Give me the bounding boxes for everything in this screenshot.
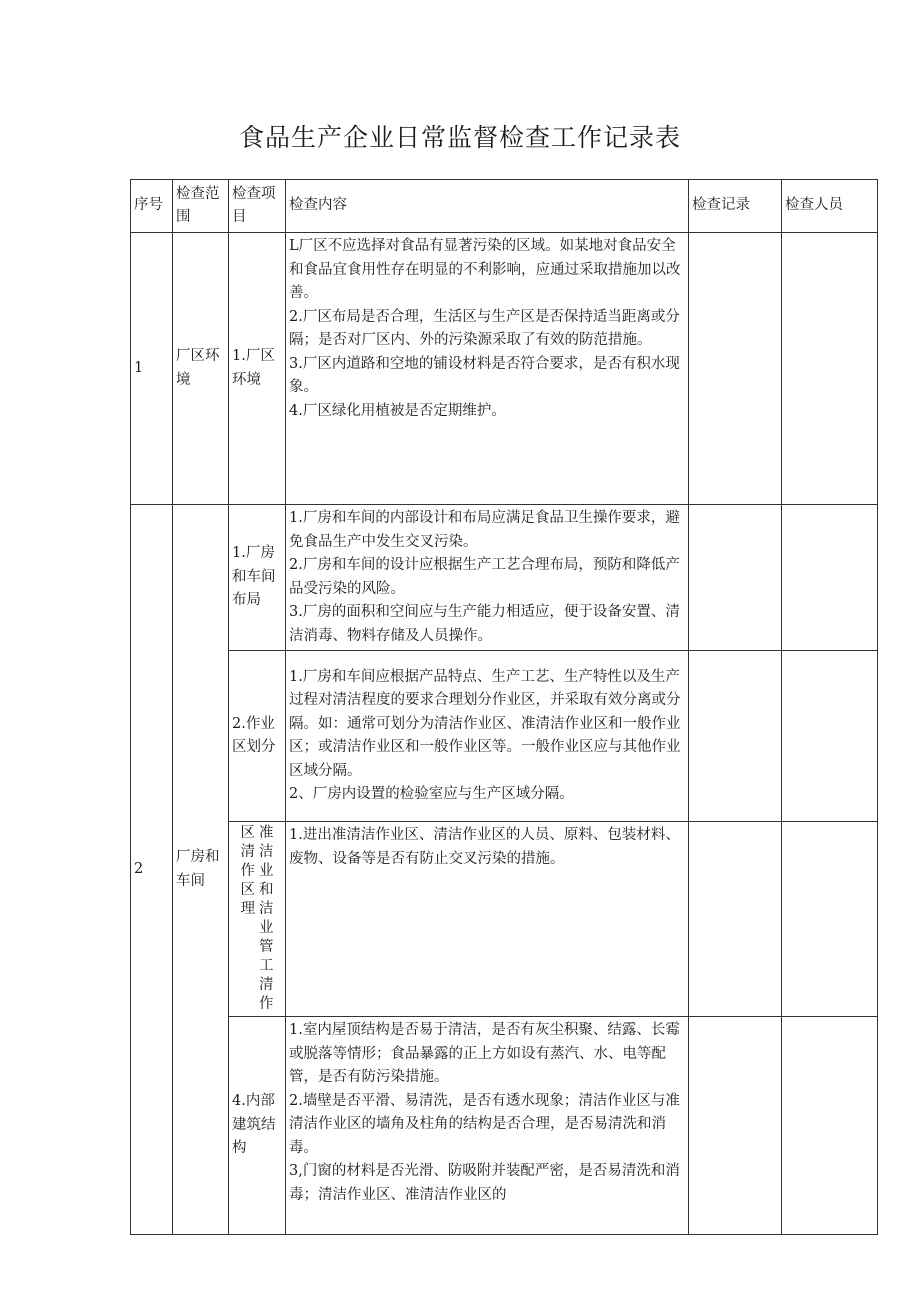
item-cell-vertical <box>229 822 286 1017</box>
content-line: 2.厂房和车间的设计应根据生产工艺合理布局，预防和降低产品受污染的风险。 <box>289 557 680 597</box>
vertical-char: 工 <box>259 958 274 974</box>
header-scope: 检查范围 <box>173 180 229 233</box>
item-cell: 4.内部建筑结构 <box>229 1017 286 1235</box>
header-record: 检查记录 <box>689 180 782 233</box>
record-cell[interactable] <box>689 651 782 822</box>
vertical-char: 洁 <box>259 901 274 917</box>
header-inspector: 检查人员 <box>782 180 878 233</box>
header-item: 检查项目 <box>229 180 286 233</box>
content-line: 2、厂房内设置的检验室应与生产区域分隔。 <box>289 786 574 802</box>
vertical-text-right <box>259 824 274 1014</box>
vertical-char: 区 <box>240 882 255 898</box>
seq-cell: 2 <box>131 505 173 1235</box>
vertical-char: 理 <box>240 901 255 917</box>
vertical-char: 区 <box>240 825 255 841</box>
item-cell: 1.厂房和车间布局 <box>229 505 286 651</box>
item-cell: 1.厂区环境 <box>229 233 286 505</box>
vertical-char: 准 <box>259 825 274 841</box>
vertical-char: 管 <box>259 939 274 955</box>
vertical-char: 和 <box>259 882 274 898</box>
vertical-char: 业 <box>259 920 274 936</box>
scope-cell: 厂区环境 <box>173 233 229 505</box>
table-header-row <box>131 180 878 233</box>
content-cell <box>286 233 689 505</box>
content-line: 2.墙壁是否平滑、易清洗，是否有透水现象；清洁作业区与准清洁作业区的墙角及柱角的结构是否合理，是否易清洗和消毒。 <box>289 1092 680 1156</box>
seq-cell: 1 <box>131 233 173 505</box>
record-cell[interactable] <box>689 505 782 651</box>
record-cell[interactable] <box>689 233 782 505</box>
vertical-text-left <box>241 824 256 1014</box>
content-cell <box>286 1017 689 1235</box>
inspector-cell[interactable] <box>782 822 878 1017</box>
vertical-char: 作 <box>259 996 274 1012</box>
record-cell[interactable] <box>689 1017 782 1235</box>
page-title: 食品生产企业日常监督检查工作记录表 <box>238 123 681 152</box>
inspector-cell[interactable] <box>782 233 878 505</box>
content-line: 1.室内屋顶结构是否易于清洁，是否有灰尘积聚、结露、长霉或脱落等情形；食品暴露的正上方如设有蒸汽、水、电等配管，是否有防污染措施。 <box>289 1022 680 1085</box>
record-cell[interactable] <box>689 822 782 1017</box>
content-cell <box>286 651 689 822</box>
content-line: 1.厂房和车间的内部设计和布局应满足食品卫生操作要求，避免食品生产中发生交叉污染。 <box>289 510 680 550</box>
table-row <box>131 651 878 822</box>
header-seq: 序号 <box>131 180 173 233</box>
vertical-char: 作 <box>240 863 255 879</box>
item-cell: 2.作业区划分 <box>229 651 286 822</box>
vertical-char: 清 <box>259 977 274 993</box>
scope-cell: 厂房和车间 <box>173 505 229 1235</box>
table-row <box>131 1017 878 1235</box>
inspector-cell[interactable] <box>782 505 878 651</box>
content-cell <box>286 822 689 1017</box>
content-cell <box>286 505 689 651</box>
content-line: 2.厂区布局是否合理，生活区与生产区是否保持适当距离或分隔；是否对厂区内、外的污染源采取了有效的防范措施。 <box>289 308 680 348</box>
inspector-cell[interactable] <box>782 1017 878 1235</box>
vertical-char: 洁 <box>259 844 274 860</box>
content-line: L厂区不应选择对食品有显著污染的区域。如某地对食品安全和食品宜食用性存在明显的不利影响，应通过采取措施加以改善。 <box>289 238 681 301</box>
vertical-char: 清 <box>240 844 255 860</box>
content-line: 3.厂区内道路和空地的铺设材料是否符合要求，是否有积水现象。 <box>289 355 680 395</box>
table-row <box>131 233 878 505</box>
content-line: 3,门窗的材料是否光滑、防吸附并装配严密，是否易清洗和消毒；清洁作业区、准清洁作业区的 <box>289 1163 680 1203</box>
inspection-record-table <box>130 179 878 1235</box>
content-line: 1.进出准清洁作业区、清洁作业区的人员、原料、包装材料、废物、设备等是否有防止交叉污染的措施。 <box>289 827 680 867</box>
vertical-char: 业 <box>259 863 274 879</box>
table-row <box>131 505 878 651</box>
table-row <box>131 822 878 1017</box>
header-content: 检查内容 <box>286 180 689 233</box>
content-line: 3.厂房的面积和空间应与生产能力相适应，便于设备安置、清洁消毒、物料存储及人员操作。 <box>289 604 680 644</box>
content-line: 1.厂房和车间应根据产品特点、生产工艺、生产特性以及生产过程对清洁程度的要求合理划分作业区，并采取有效分离或分隔。如：通常可划分为清洁作业区、准清洁作业区和一般作业区；或清洁作业区和一般作业区等。一般作业区应与其他作业区域分隔。 <box>289 668 681 779</box>
content-line: 4.厂区绿化用植被是否定期维护。 <box>289 402 506 419</box>
inspector-cell[interactable] <box>782 651 878 822</box>
